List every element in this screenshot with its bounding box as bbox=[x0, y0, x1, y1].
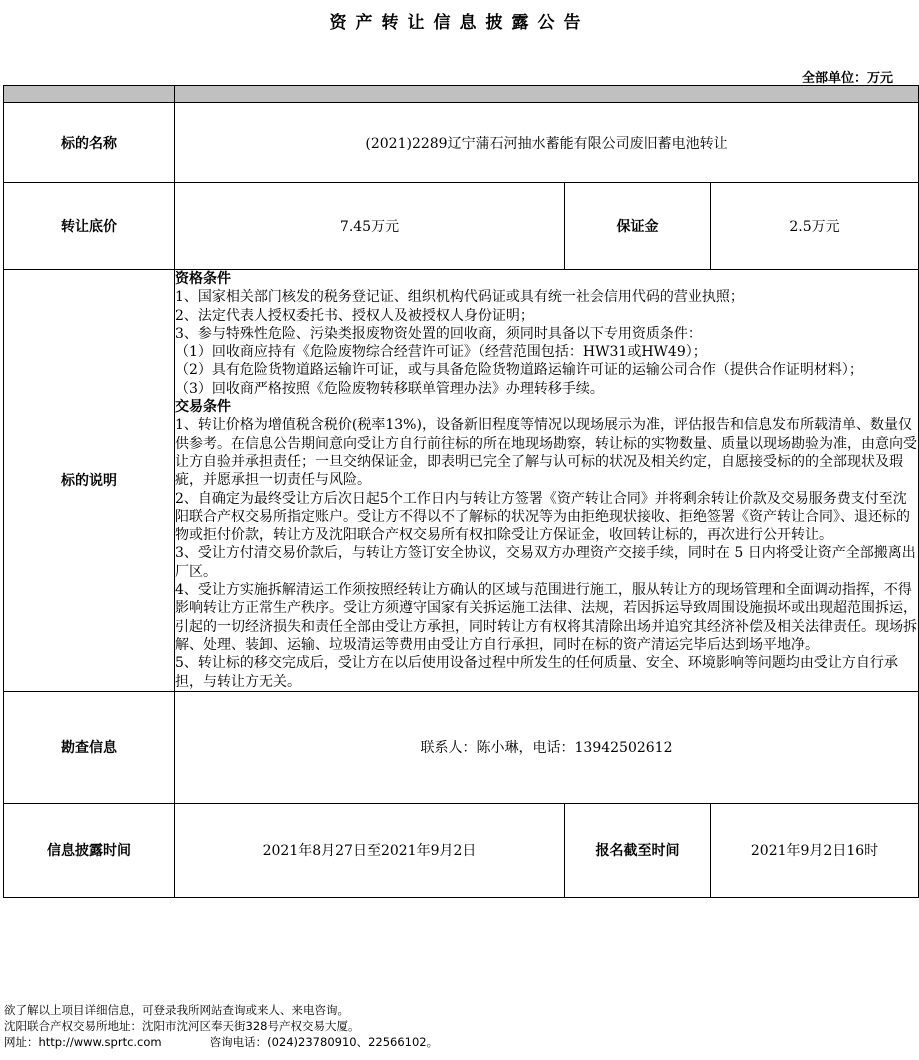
disclosure-table bbox=[3, 85, 919, 898]
unit-label: 全部单位：万元 bbox=[801, 71, 893, 86]
consult-phone: 咨询电话：(024)23780910、22566102。 bbox=[209, 1035, 439, 1049]
header-bar-row bbox=[4, 86, 919, 103]
footer-address: 沈阳联合产权交易所地址：沈阳市沈河区奉天街328号产权交易大厦。 bbox=[4, 1019, 360, 1033]
trade-item: 2、自确定为最终受让方后次日起5个工作日内与转让方签署《资产转让合同》并将剩余转让价款及交易服务费支付至沈阳联合产权交易所指定账户。受让方不得以不了解标的状况等为由拒绝现状接收、拒绝签署《资产转让合同》、退还标的物或拒付价款，转让方及沈阳联合产权交易所有权扣除受让方保证金，收回转让标的，再次进行公开转让。 bbox=[175, 490, 910, 544]
qualification-item: 2、法定代表人授权委托书、授权人及被授权人身份证明； bbox=[175, 307, 534, 324]
deposit-value: 2.5万元 bbox=[711, 183, 919, 270]
row-price bbox=[4, 183, 919, 270]
trade-item: 1、转让价格为增值税含税价(税率13%)，设备新旧程度等情况以现场展示为准，评估报告和信息发布所载清单、数量仅供参考。在信息公告期间意向受让方自行前往标的所在地现场勘察，转让标的实物数量、质量以现场勘验为准，由意向受让方自验并承担责任；一旦交纳保证金，即表明已完全了解与认可标的状况及相关约定，自愿接受标的的全部现状及瑕疵，并愿承担一切责任与风险。 bbox=[175, 417, 917, 489]
qualification-item: 3、参与特殊性危险、污染类报废物资处置的回收商，须同时具备以下专用资质条件： bbox=[175, 325, 702, 342]
disclosure-period-value: 2021年8月27日至2021年9月2日 bbox=[175, 803, 565, 897]
description-body bbox=[175, 270, 919, 692]
row-description bbox=[4, 270, 919, 692]
footer-contact-line bbox=[4, 1034, 438, 1050]
footer-line: 欲了解以上项目详细信息，可登录我所网站查询或来人、来电咨询。 bbox=[4, 1003, 349, 1017]
trade-item: 4、受让方实施拆解清运工作须按照经转让方确认的区域与范围进行施工，服从转让方的现场管理和全面调动指挥，不得影响转让方正常生产秩序。受让方须遵守国家有关拆运施工法律、法规，若因拆运导致周围设施损坏或出现超范围拆运，引起的一切经济损失和责任全部由受让方承担，同时转让方有权将其清除出场并追究其经济补偿及相关法律责任。现场拆解、处理、装卸、运输、垃圾清运等费用由受让方自行承担，同时在标的资产清运完毕后达到场平地净。 bbox=[175, 582, 917, 653]
base-price-label: 转让底价 bbox=[4, 183, 175, 270]
row-survey bbox=[4, 691, 919, 803]
row-target-name bbox=[4, 103, 919, 183]
website-link[interactable]: 网址：http://www.sprtc.com bbox=[4, 1035, 162, 1049]
base-price-value: 7.45万元 bbox=[175, 183, 565, 270]
page-title: 资产转让信息披露公告 bbox=[329, 13, 590, 33]
trade-item: 3、受让方付清交易价款后，与转让方签订安全协议，交易双方办理资产交接手续，同时在 5 日内将受让资产全部搬离出厂区。 bbox=[175, 545, 916, 580]
header-bar-right bbox=[175, 86, 919, 103]
survey-label: 勘查信息 bbox=[4, 691, 175, 803]
row-period bbox=[4, 803, 919, 897]
deposit-label: 保证金 bbox=[565, 183, 711, 270]
qualification-item: （3）回收商严格按照《危险废物转移联单管理办法》办理转移手续。 bbox=[175, 380, 604, 397]
registration-deadline-value: 2021年9月2日16时 bbox=[711, 803, 919, 897]
trade-item: 5、转让标的移交完成后，受让方在以后使用设备过程中所发生的任何质量、安全、环境影响等问题均由受让方自行承担，与转让方无关。 bbox=[175, 655, 898, 690]
survey-contact: 联系人：陈小琳，电话：13942502612 bbox=[175, 691, 919, 803]
qualification-item: （2）具有危险货物道路运输许可证，或与具备危险货物道路运输许可证的运输公司合作（提供合作证明材料）； bbox=[175, 362, 863, 379]
target-name-value: (2021)2289辽宁蒲石河抽水蓄能有限公司废旧蓄电池转让 bbox=[175, 103, 919, 183]
disclosure-period-label: 信息披露时间 bbox=[4, 803, 175, 897]
description-label: 标的说明 bbox=[4, 270, 175, 692]
trade-heading: 交易条件 bbox=[175, 399, 231, 416]
registration-deadline-label: 报名截至时间 bbox=[565, 803, 711, 897]
target-name-label: 标的名称 bbox=[4, 103, 175, 183]
qualification-item: （1）回收商应持有《危险废物综合经营许可证》（经营范围包括：HW31或HW49）； bbox=[175, 344, 707, 361]
qualification-item: 1、国家相关部门核发的税务登记证、组织机构代码证或具有统一社会信用代码的营业执照； bbox=[175, 289, 744, 306]
qualification-heading: 资格条件 bbox=[175, 271, 231, 287]
footer-notes bbox=[4, 1002, 438, 1050]
header-bar-left bbox=[4, 86, 175, 103]
